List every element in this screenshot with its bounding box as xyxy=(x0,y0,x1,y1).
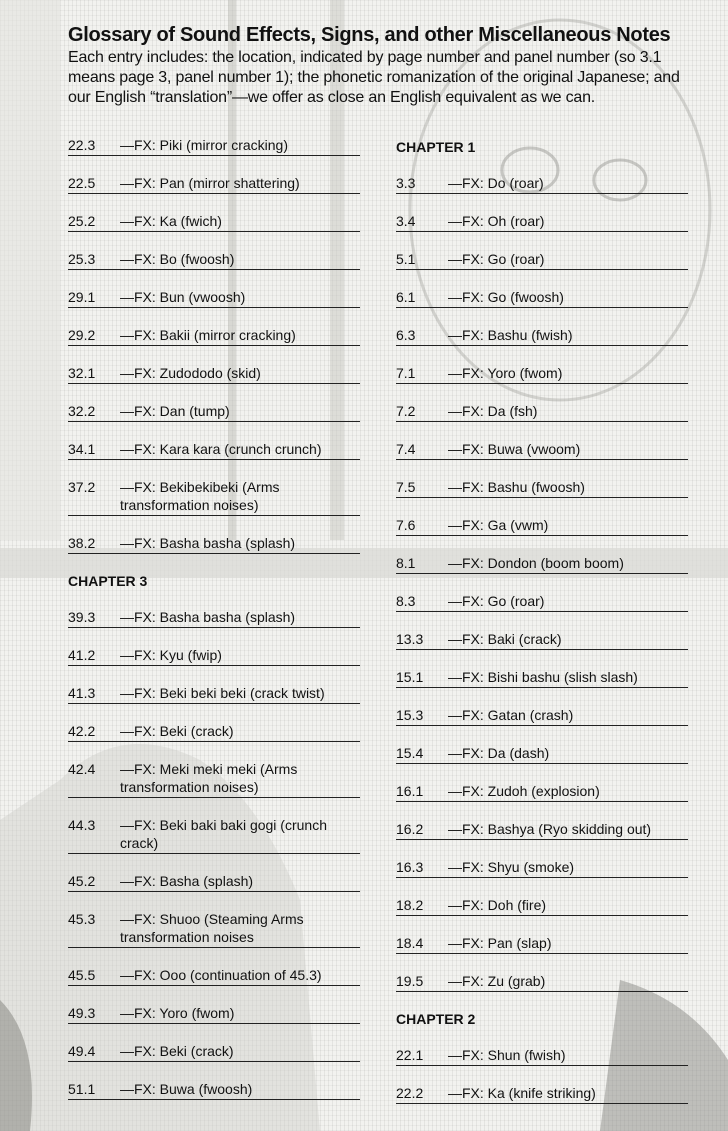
entry-location: 49.4 xyxy=(68,1043,96,1059)
entry-translation: —FX: Yoro (fwom) xyxy=(120,1005,235,1021)
right-column xyxy=(396,136,688,1122)
glossary-entry xyxy=(396,478,688,498)
entry-location: 8.1 xyxy=(396,555,416,571)
entry-translation: —FX: Da (fsh) xyxy=(448,403,538,419)
glossary-entry xyxy=(396,212,688,232)
entry-translation: —FX: Zudoh (explosion) xyxy=(448,783,600,799)
entry-translation: —FX: Meki meki meki (Arms transformation noises) xyxy=(120,761,298,795)
entry-location: 8.3 xyxy=(396,593,416,609)
entry-translation: —FX: Pan (slap) xyxy=(448,935,552,951)
glossary-entry xyxy=(68,174,360,194)
glossary-entry xyxy=(396,1046,688,1066)
glossary-entry xyxy=(68,1042,360,1062)
glossary-entry xyxy=(396,858,688,878)
entry-translation: —FX: Zu (grab) xyxy=(448,973,546,989)
entry-location: 32.2 xyxy=(68,403,96,419)
entry-translation: —FX: Yoro (fwom) xyxy=(448,365,563,381)
glossary-entry xyxy=(396,364,688,384)
entry-translation: —FX: Bashu (fwish) xyxy=(448,327,573,343)
entry-location: 51.1 xyxy=(68,1081,96,1097)
entry-translation: —FX: Ooo (continuation of 45.3) xyxy=(120,967,322,983)
entry-location: 41.2 xyxy=(68,647,96,663)
glossary-entry xyxy=(396,744,688,764)
glossary-entry xyxy=(68,212,360,232)
entry-translation: —FX: Beki baki baki gogi (crunch crack) xyxy=(120,817,327,851)
glossary-entry xyxy=(396,668,688,688)
entry-location: 25.2 xyxy=(68,213,96,229)
glossary-entry xyxy=(396,934,688,954)
glossary-entry xyxy=(396,326,688,346)
glossary-entry xyxy=(68,1004,360,1024)
entry-location: 5.1 xyxy=(396,251,416,267)
glossary-entry xyxy=(68,326,360,346)
entry-translation: —FX: Bekibekibeki (Arms transformation noises) xyxy=(120,479,280,513)
entry-translation: —FX: Baki (crack) xyxy=(448,631,562,647)
glossary-entry xyxy=(68,872,360,892)
entry-translation: —FX: Zudododo (skid) xyxy=(120,365,261,381)
glossary-entry xyxy=(68,288,360,308)
glossary-entry xyxy=(396,630,688,650)
entry-location: 29.2 xyxy=(68,327,96,343)
entry-location: 34.1 xyxy=(68,441,96,457)
entry-location: 39.3 xyxy=(68,609,96,625)
entry-translation: —FX: Ka (fwich) xyxy=(120,213,222,229)
entry-location: 18.2 xyxy=(396,897,424,913)
entry-location: 42.4 xyxy=(68,761,96,777)
page-title: Glossary of Sound Effects, Signs, and other Miscellaneous Notes xyxy=(68,24,671,46)
entry-translation: —FX: Kara kara (crunch crunch) xyxy=(120,441,322,457)
entry-location: 45.3 xyxy=(68,911,96,927)
entry-location: 22.1 xyxy=(396,1047,424,1063)
glossary-entry xyxy=(396,554,688,574)
glossary-entry xyxy=(396,972,688,992)
entry-translation: —FX: Bo (fwoosh) xyxy=(120,251,235,267)
glossary-header xyxy=(68,24,688,108)
entry-location: 7.4 xyxy=(396,441,416,457)
glossary-entry xyxy=(68,250,360,270)
entry-location: 25.3 xyxy=(68,251,96,267)
entry-translation: —FX: Go (roar) xyxy=(448,251,545,267)
entry-location: 19.5 xyxy=(396,973,424,989)
entry-translation: —FX: Basha basha (splash) xyxy=(120,535,296,551)
entry-translation: —FX: Gatan (crash) xyxy=(448,707,574,723)
glossary-entry xyxy=(68,760,360,798)
entry-translation: —FX: Oh (roar) xyxy=(448,213,545,229)
entry-translation: —FX: Ga (vwm) xyxy=(448,517,549,533)
entry-location: 7.5 xyxy=(396,479,416,495)
entry-translation: —FX: Bun (vwoosh) xyxy=(120,289,246,305)
entry-translation: —FX: Go (roar) xyxy=(448,593,545,609)
entry-translation: —FX: Bashya (Ryo skidding out) xyxy=(448,821,652,837)
entry-location: 45.5 xyxy=(68,967,96,983)
entry-location: 6.1 xyxy=(396,289,416,305)
glossary-entry xyxy=(396,592,688,612)
glossary-entry xyxy=(68,646,360,666)
chapter-3-heading: CHAPTER 3 xyxy=(68,573,148,589)
entry-translation: —FX: Basha basha (splash) xyxy=(120,609,296,625)
glossary-entry xyxy=(396,440,688,460)
glossary-entry xyxy=(68,440,360,460)
glossary-entry xyxy=(396,820,688,840)
entry-translation: —FX: Dan (tump) xyxy=(120,403,230,419)
entry-location: 13.3 xyxy=(396,631,424,647)
glossary-entry xyxy=(68,816,360,854)
entry-translation: —FX: Go (fwoosh) xyxy=(448,289,564,305)
entry-location: 22.5 xyxy=(68,175,96,191)
glossary-entry xyxy=(396,174,688,194)
entry-translation: —FX: Shuoo (Steaming Arms transformation noises xyxy=(120,911,304,945)
entry-location: 29.1 xyxy=(68,289,96,305)
entry-location: 15.3 xyxy=(396,707,424,723)
entry-location: 18.4 xyxy=(396,935,424,951)
entry-location: 3.4 xyxy=(396,213,416,229)
glossary-entry xyxy=(396,288,688,308)
left-column xyxy=(68,136,360,1118)
entry-translation: —FX: Doh (fire) xyxy=(448,897,547,913)
glossary-entry xyxy=(396,516,688,536)
entry-location: 7.2 xyxy=(396,403,416,419)
intro-text: Each entry includes: the location, indicated by page number and panel number (so 3.1 means page 3, panel number 1); the phonetic romanization of the original Japanese; and our English “translation”—we offer as close an English equivalent as we can. xyxy=(68,49,680,106)
entry-translation: —FX: Beki (crack) xyxy=(120,1043,234,1059)
entry-translation: —FX: Ka (knife striking) xyxy=(448,1085,596,1101)
entry-location: 3.3 xyxy=(396,175,416,191)
entry-translation: —FX: Buwa (vwoom) xyxy=(448,441,581,457)
entry-location: 37.2 xyxy=(68,479,96,495)
entry-location: 6.3 xyxy=(396,327,416,343)
entry-location: 15.1 xyxy=(396,669,424,685)
glossary-entry xyxy=(68,966,360,986)
glossary-entry xyxy=(396,250,688,270)
entry-translation: —FX: Shyu (smoke) xyxy=(448,859,575,875)
entry-location: 22.3 xyxy=(68,137,96,153)
entry-location: 7.6 xyxy=(396,517,416,533)
entry-location: 49.3 xyxy=(68,1005,96,1021)
entry-translation: —FX: Basha (splash) xyxy=(120,873,254,889)
chapter-1-heading: CHAPTER 1 xyxy=(396,139,476,155)
entry-location: 32.1 xyxy=(68,365,96,381)
glossary-entry xyxy=(68,722,360,742)
entry-translation: —FX: Pan (mirror shattering) xyxy=(120,175,300,191)
glossary-entry xyxy=(68,608,360,628)
entry-location: 15.4 xyxy=(396,745,424,761)
chapter-2-heading: CHAPTER 2 xyxy=(396,1011,476,1027)
entry-translation: —FX: Da (dash) xyxy=(448,745,550,761)
glossary-entry xyxy=(68,136,360,156)
entry-location: 44.3 xyxy=(68,817,96,833)
glossary-entry xyxy=(396,896,688,916)
entry-translation: —FX: Shun (fwish) xyxy=(448,1047,566,1063)
glossary-entry xyxy=(396,706,688,726)
entry-location: 16.2 xyxy=(396,821,424,837)
entry-location: 16.1 xyxy=(396,783,424,799)
glossary-entry xyxy=(396,1084,688,1104)
entry-translation: —FX: Beki beki beki (crack twist) xyxy=(120,685,325,701)
glossary-entry xyxy=(396,402,688,422)
entry-translation: —FX: Do (roar) xyxy=(448,175,544,191)
entry-translation: —FX: Piki (mirror cracking) xyxy=(120,137,289,153)
entry-translation: —FX: Buwa (fwoosh) xyxy=(120,1081,253,1097)
entry-translation: —FX: Kyu (fwip) xyxy=(120,647,222,663)
glossary-entry xyxy=(68,684,360,704)
entry-translation: —FX: Bakii (mirror cracking) xyxy=(120,327,296,343)
entry-translation: —FX: Beki (crack) xyxy=(120,723,234,739)
entry-translation: —FX: Bashu (fwoosh) xyxy=(448,479,585,495)
glossary-entry xyxy=(68,1080,360,1100)
glossary-entry xyxy=(68,534,360,554)
entry-location: 16.3 xyxy=(396,859,424,875)
entry-location: 42.2 xyxy=(68,723,96,739)
entry-translation: —FX: Dondon (boom boom) xyxy=(448,555,624,571)
glossary-entry xyxy=(68,478,360,516)
entry-location: 22.2 xyxy=(396,1085,424,1101)
entry-location: 7.1 xyxy=(396,365,416,381)
entry-translation: —FX: Bishi bashu (slish slash) xyxy=(448,669,638,685)
entry-location: 45.2 xyxy=(68,873,96,889)
glossary-entry xyxy=(68,402,360,422)
glossary-entry xyxy=(396,782,688,802)
entry-location: 38.2 xyxy=(68,535,96,551)
entry-location: 41.3 xyxy=(68,685,96,701)
glossary-entry xyxy=(68,364,360,384)
glossary-entry xyxy=(68,910,360,948)
